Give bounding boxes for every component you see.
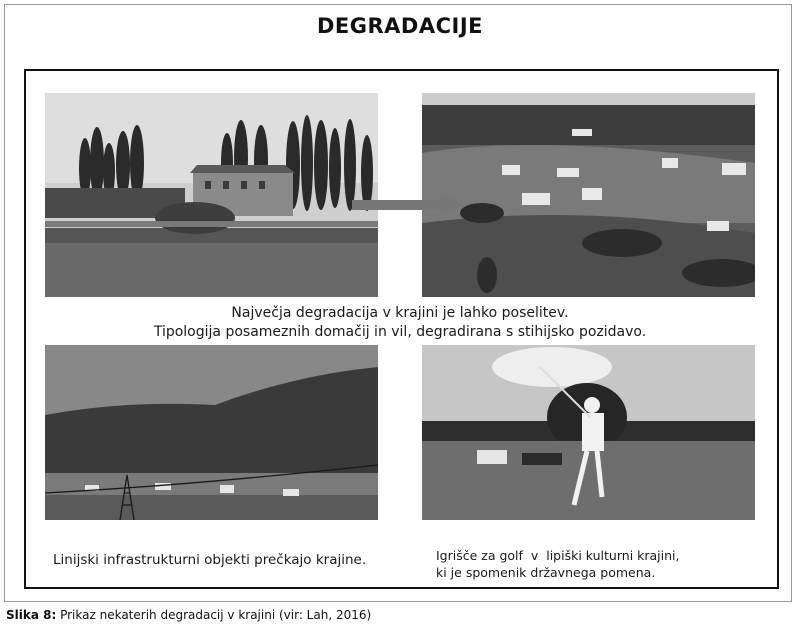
caption-power-line: Linijski infrastrukturni objekti prečkajo krajine. xyxy=(53,552,367,568)
photo-golf-course xyxy=(422,345,755,520)
photo-farmhouse-cypresses xyxy=(45,93,378,297)
figure-caption-text: Prikaz nekaterih degradacij v krajini (vir: Lah, 2016) xyxy=(56,608,372,622)
figure-title: DEGRADACIJE xyxy=(316,14,483,38)
caption-golf-line1: Igrišče za golf v lipiški kulturni krajini, xyxy=(436,548,680,563)
photo-hillside-houses xyxy=(422,93,755,297)
caption-golf-line2: ki je spomenik državnega pomena. xyxy=(436,565,656,580)
caption-settlement xyxy=(45,304,755,342)
caption-settlement-line1: Največja degradacija v krajini je lahko poselitev. xyxy=(231,305,569,321)
photo-valley-power-line xyxy=(45,345,378,520)
caption-settlement-line2: Tipologija posameznih domačij in vil, degradirana s stihijsko pozidavo. xyxy=(153,324,647,340)
arrow-right-icon xyxy=(352,193,464,217)
figure-caption xyxy=(6,608,371,622)
caption-golf xyxy=(436,547,680,581)
figure-label: Slika 8: xyxy=(6,608,57,622)
